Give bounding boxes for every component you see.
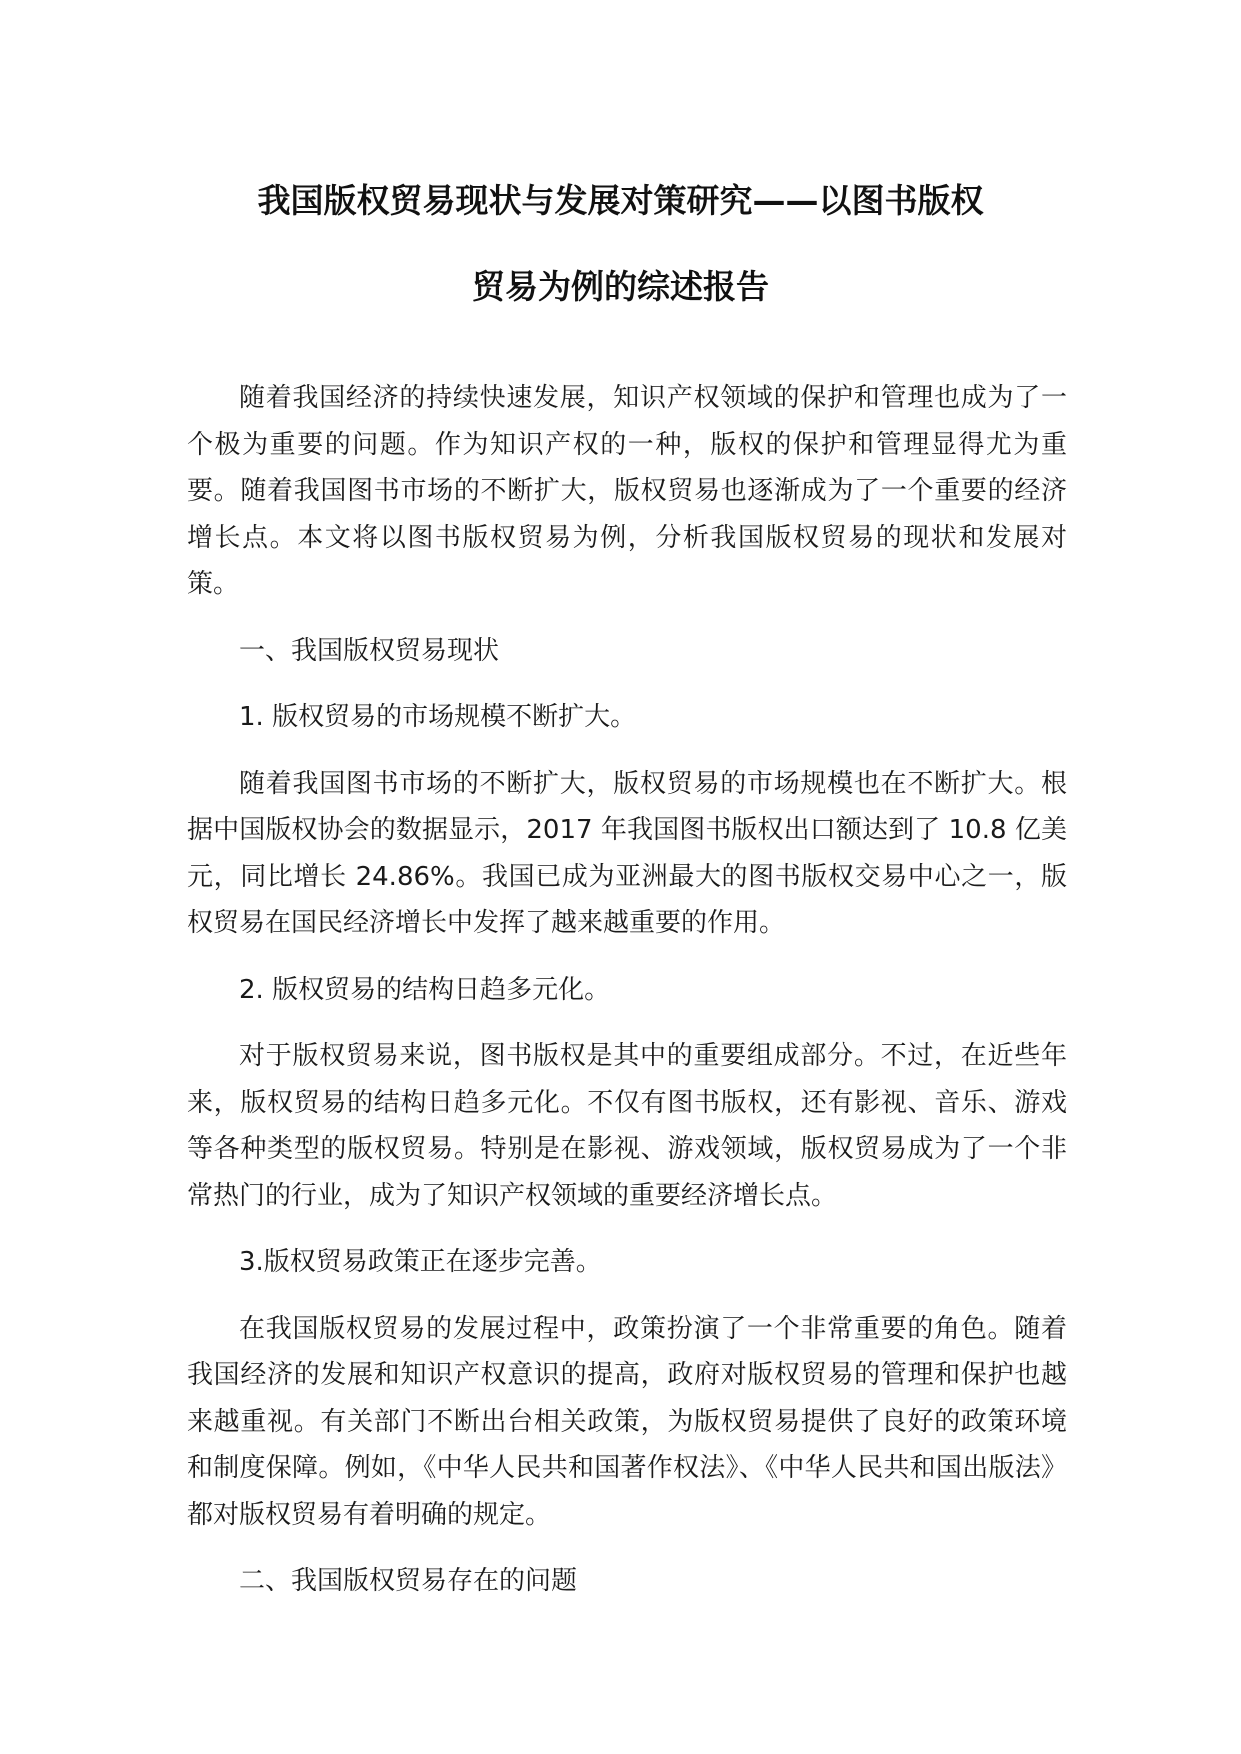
section-heading-1: 一、我国版权贸易现状	[239, 635, 500, 666]
document-body	[187, 375, 1067, 1625]
subsection-heading-3: 3.版权贸易政策正在逐步完善。	[239, 1247, 602, 1277]
paragraph-policy: 在我国版权贸易的发展过程中，政策扮演了一个非常重要的角色。随着我国经济的发展和知识产权意识的提高，政府对版权贸易的管理和保护也越来越重视。有关部门不断出台相关政策，为版权贸易提供了良好的政策环境和制度保障。例如，《中华人民共和国著作权法》、《中华人民共和国出版法》都对版权贸易有着明确的规定。	[187, 1313, 1067, 1530]
document-title-line-1: 我国版权贸易现状与发展对策研究——以图书版权	[257, 181, 984, 220]
paragraph-structure: 对于版权贸易来说，图书版权是其中的重要组成部分。不过，在近些年来，版权贸易的结构日趋多元化。不仅有图书版权，还有影视、音乐、游戏等各种类型的版权贸易。特别是在影视、游戏领域，版权贸易成为了一个非常热门的行业，成为了知识产权领域的重要经济增长点。	[187, 1041, 1067, 1211]
section-heading-2: 二、我国版权贸易存在的问题	[239, 1566, 578, 1596]
paragraph-market-scale: 随着我国图书市场的不断扩大，版权贸易的市场规模也在不断扩大。根据中国版权协会的数据显示，2017 年我国图书版权出口额达到了 10.8 亿美元，同比增长 24.86%。我国已成为亚洲最大的图书版权交易中心之一，版权贸易在国民经济增长中发挥了越来越重要的作用。	[187, 768, 1067, 938]
document-title-line-2: 贸易为例的综述报告	[472, 267, 769, 306]
paragraph-intro: 随着我国经济的持续快速发展，知识产权领域的保护和管理也成为了一个极为重要的问题。作为知识产权的一种，版权的保护和管理显得尤为重要。随着我国图书市场的不断扩大，版权贸易也逐渐成为了一个重要的经济增长点。本文将以图书版权贸易为例，分析我国版权贸易的现状和发展对策。	[187, 383, 1067, 599]
subsection-heading-2: 2. 版权贸易的结构日趋多元化。	[239, 974, 611, 1005]
subsection-heading-1: 1. 版权贸易的市场规模不断扩大。	[239, 702, 637, 732]
